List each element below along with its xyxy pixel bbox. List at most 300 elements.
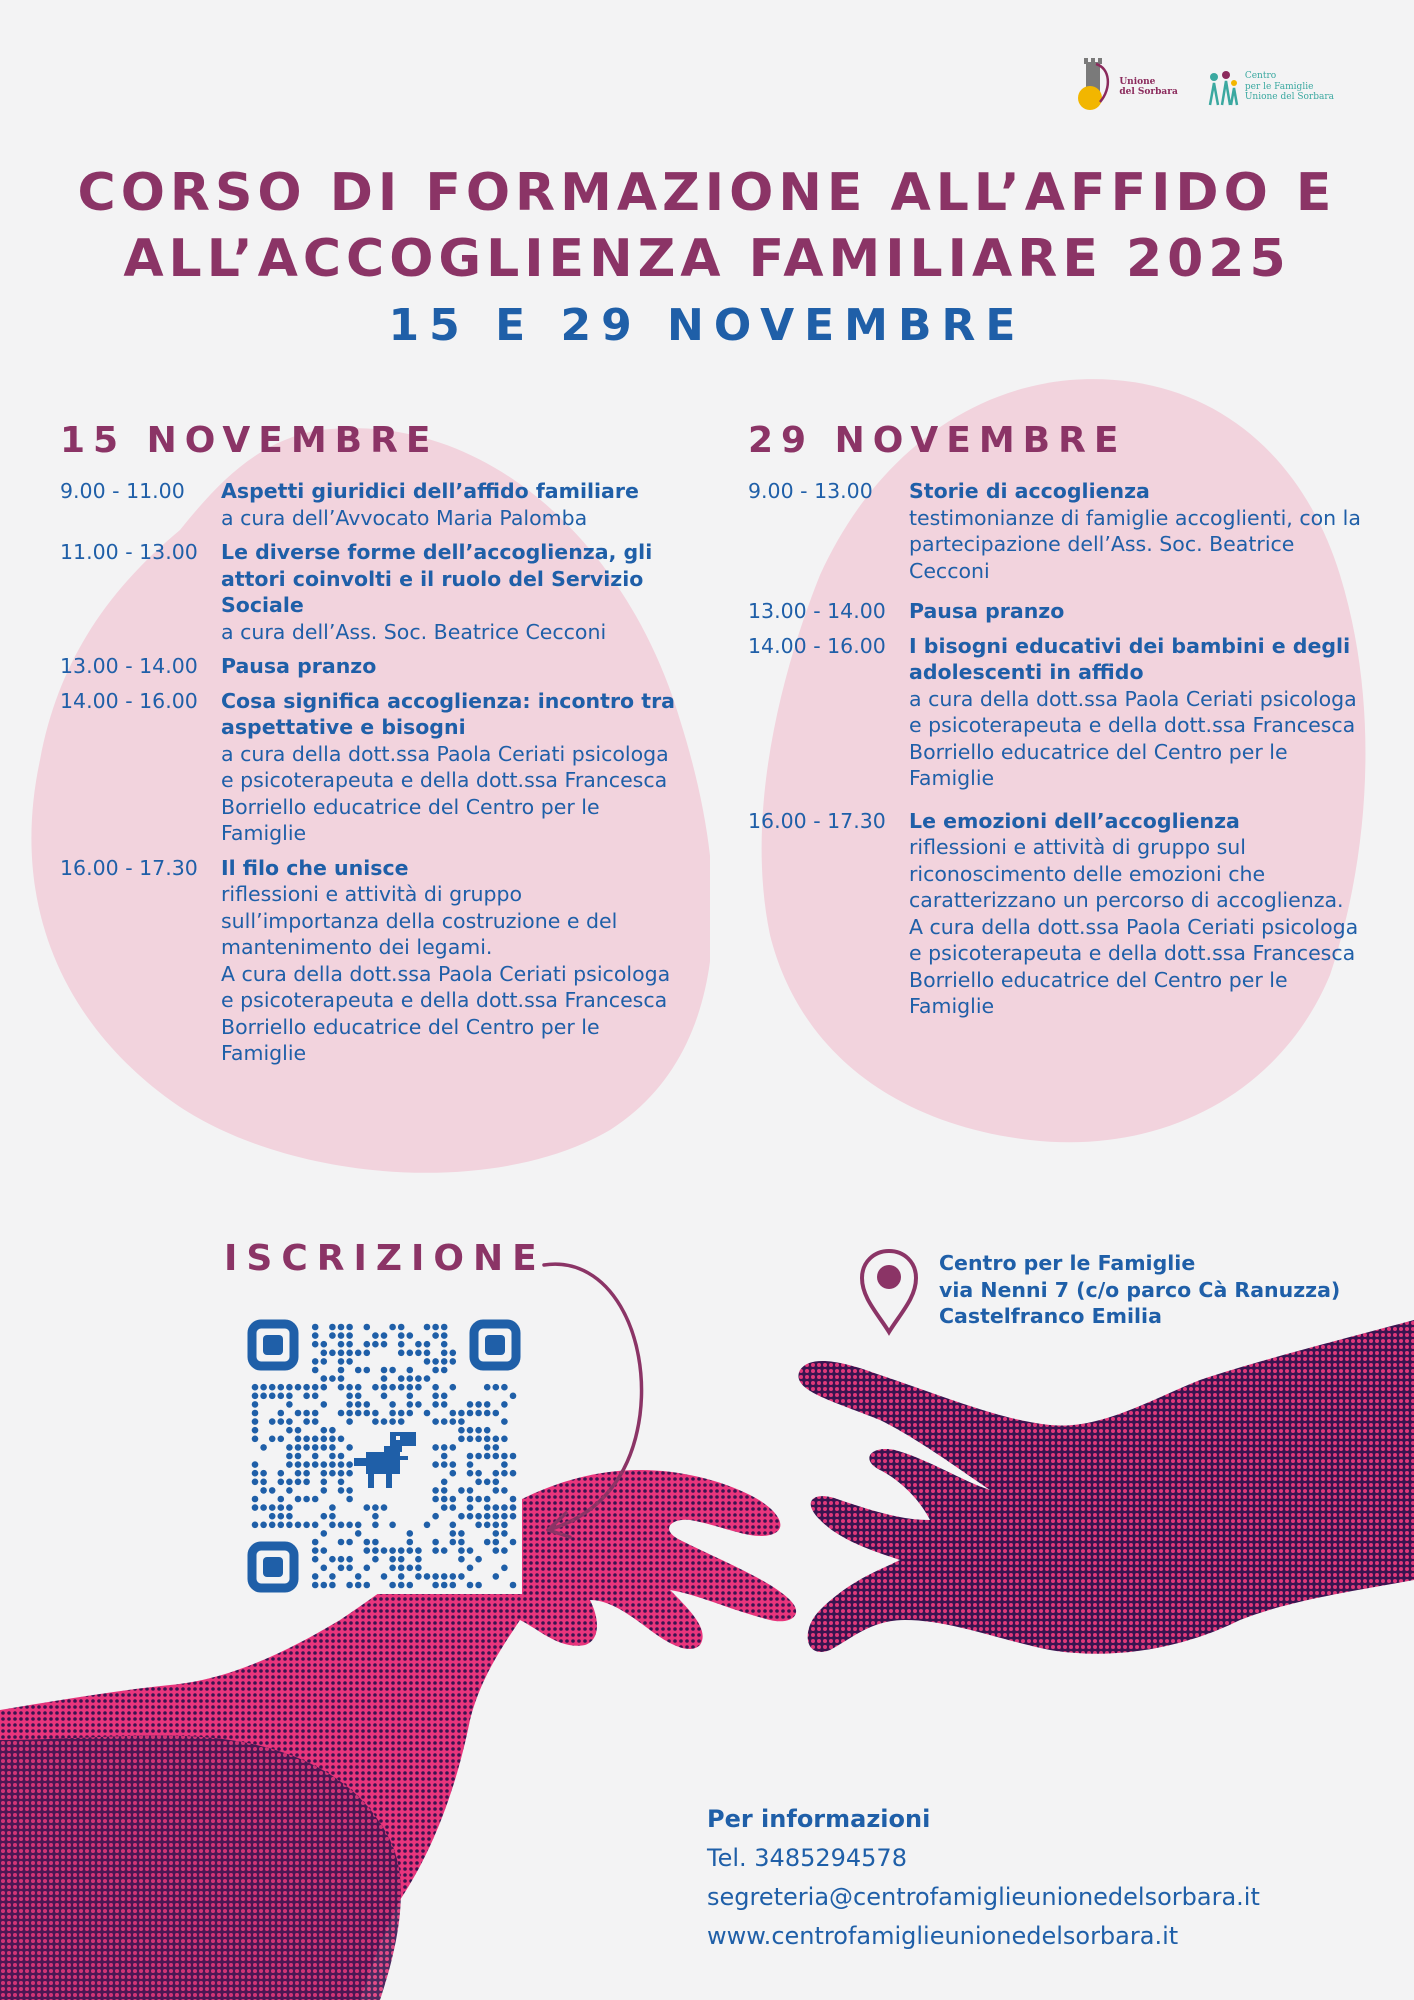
qr-module	[338, 1358, 345, 1365]
qr-module	[458, 1530, 465, 1537]
qr-module	[407, 1384, 414, 1391]
qr-module	[286, 1444, 293, 1451]
qr-module	[510, 1496, 517, 1503]
qr-module	[355, 1367, 362, 1374]
qr-module	[458, 1410, 465, 1417]
qr-module	[321, 1350, 328, 1357]
qr-module	[312, 1547, 319, 1554]
qr-module	[441, 1479, 448, 1486]
qr-module	[450, 1358, 457, 1365]
qr-module	[501, 1470, 508, 1477]
qr-module	[355, 1350, 362, 1357]
qr-module	[441, 1487, 448, 1494]
qr-module	[467, 1513, 474, 1520]
qr-module	[493, 1436, 500, 1443]
qr-module	[346, 1444, 353, 1451]
qr-module	[432, 1367, 439, 1374]
contact-website[interactable]: www.centrofamiglieunionedelsorbara.it	[707, 1922, 1179, 1950]
qr-module	[260, 1384, 267, 1391]
qr-module	[312, 1367, 319, 1374]
contact-email[interactable]: segreteria@centrofamiglieunionedelsorbara.it	[707, 1883, 1260, 1911]
qr-module	[450, 1461, 457, 1468]
qr-module	[432, 1324, 439, 1331]
qr-module	[338, 1487, 345, 1494]
qr-module	[381, 1332, 388, 1339]
qr-module	[312, 1496, 319, 1503]
day1-schedule	[60, 478, 680, 1075]
schedule-row	[60, 688, 680, 847]
qr-module	[424, 1410, 431, 1417]
qr-module	[458, 1547, 465, 1554]
session-title: Cosa significa accoglienza: incontro tra aspettative e bisogni	[221, 688, 676, 739]
qr-module	[312, 1324, 319, 1331]
qr-module	[441, 1332, 448, 1339]
logo-sorbara-line1: Unione	[1119, 76, 1156, 87]
qr-module	[475, 1436, 482, 1443]
qr-module	[398, 1324, 405, 1331]
qr-module	[389, 1410, 396, 1417]
qr-module	[321, 1401, 328, 1408]
qr-module	[398, 1565, 405, 1572]
qr-module	[260, 1522, 267, 1529]
qr-module	[312, 1522, 319, 1529]
qr-module	[493, 1513, 500, 1520]
qr-module	[484, 1410, 491, 1417]
qr-module	[467, 1547, 474, 1554]
qr-module	[484, 1513, 491, 1520]
qr-module	[484, 1401, 491, 1408]
qr-module	[432, 1582, 439, 1589]
qr-module	[510, 1539, 517, 1546]
qr-module	[424, 1375, 431, 1382]
qr-module	[450, 1522, 457, 1529]
schedule-row	[748, 478, 1368, 584]
qr-module	[467, 1504, 474, 1511]
logo-famiglie-line2: per le Famiglie	[1244, 81, 1314, 92]
session-time: 9.00 - 13.00	[748, 479, 873, 503]
qr-module	[493, 1539, 500, 1546]
qr-module	[329, 1332, 336, 1339]
qr-code-icon[interactable]	[246, 1318, 522, 1594]
qr-module	[381, 1367, 388, 1374]
qr-module	[450, 1530, 457, 1537]
session-details: a cura della dott.ssa Paola Ceriati psicologa e psicoterapeuta e della dott.ssa Francesca Borriello educatrice del Centro per le Famiglie	[909, 686, 1357, 790]
qr-module	[475, 1479, 482, 1486]
qr-module	[278, 1496, 285, 1503]
page-title-line1: CORSO DI FORMAZIONE ALL’AFFIDO E	[77, 163, 1337, 223]
qr-module	[467, 1470, 474, 1477]
qr-module	[295, 1522, 302, 1529]
qr-module	[381, 1393, 388, 1400]
qr-module	[441, 1461, 448, 1468]
qr-module	[338, 1565, 345, 1572]
session-details: riflessioni e attività di gruppo sul riconoscimento delle emozioni che caratterizzano un percorso di accoglienza. A cura della dott.ssa Paola Ceriati psicologa e psicoterapeuta e della dott.ssa Francesca Borriello educatrice del Centro per le Famiglie	[909, 835, 1359, 1018]
qr-module	[364, 1582, 371, 1589]
qr-module	[432, 1487, 439, 1494]
qr-module	[269, 1418, 276, 1425]
qr-module	[260, 1487, 267, 1494]
qr-module	[278, 1479, 285, 1486]
qr-module	[338, 1375, 345, 1382]
qr-module	[415, 1401, 422, 1408]
qr-module	[260, 1444, 267, 1451]
qr-module	[346, 1401, 353, 1408]
qr-module	[501, 1453, 508, 1460]
qr-module	[415, 1350, 422, 1357]
qr-module	[432, 1393, 439, 1400]
schedule-row	[60, 653, 680, 680]
qr-module	[252, 1384, 259, 1391]
qr-module	[372, 1539, 379, 1546]
qr-module	[510, 1470, 517, 1477]
session-details: a cura dell’Avvocato Maria Palomba	[221, 505, 588, 530]
qr-module	[475, 1410, 482, 1417]
qr-module	[424, 1324, 431, 1331]
qr-module	[432, 1573, 439, 1580]
qr-module	[467, 1427, 474, 1434]
qr-module	[484, 1539, 491, 1546]
qr-module	[329, 1556, 336, 1563]
qr-module	[475, 1556, 482, 1563]
qr-module	[338, 1350, 345, 1357]
qr-module	[278, 1504, 285, 1511]
qr-module	[364, 1539, 371, 1546]
address-line3: Castelfranco Emilia	[939, 1304, 1162, 1328]
qr-module	[432, 1496, 439, 1503]
qr-module	[338, 1470, 345, 1477]
session-title: I bisogni educativi dei bambini e degli adolescenti in affido	[909, 633, 1351, 684]
session-details: testimonianze di famiglie accoglienti, con la partecipazione dell’Ass. Soc. Beatrice Cecconi	[909, 505, 1361, 583]
qr-module	[501, 1401, 508, 1408]
qr-module	[372, 1547, 379, 1554]
qr-module	[501, 1487, 508, 1494]
qr-module	[484, 1427, 491, 1434]
qr-module	[364, 1350, 371, 1357]
session-time: 9.00 - 11.00	[60, 479, 185, 503]
qr-module	[278, 1418, 285, 1425]
schedule-row	[748, 633, 1368, 792]
qr-module	[338, 1479, 345, 1486]
qr-module	[252, 1470, 259, 1477]
qr-module	[441, 1547, 448, 1554]
qr-module	[303, 1393, 310, 1400]
qr-module	[346, 1341, 353, 1348]
family-icon	[1206, 67, 1240, 107]
day2-heading: 29 NOVEMBRE	[748, 420, 1127, 461]
qr-module	[407, 1547, 414, 1554]
session-details: a cura della dott.ssa Paola Ceriati psicologa e psicoterapeuta e della dott.ssa Francesca Borriello educatrice del Centro per le Famiglie	[221, 741, 669, 845]
qr-module	[252, 1522, 259, 1529]
qr-module	[467, 1487, 474, 1494]
qr-module	[278, 1513, 285, 1520]
session-time: 13.00 - 14.00	[60, 654, 198, 678]
qr-module	[407, 1530, 414, 1537]
qr-module	[493, 1530, 500, 1537]
qr-module	[295, 1479, 302, 1486]
qr-module	[252, 1504, 259, 1511]
qr-module	[278, 1393, 285, 1400]
event-dates: 15 E 29 NOVEMBRE	[388, 300, 1026, 351]
qr-module	[355, 1410, 362, 1417]
qr-module	[389, 1401, 396, 1408]
qr-module	[321, 1479, 328, 1486]
qr-module	[338, 1332, 345, 1339]
qr-module	[415, 1565, 422, 1572]
qr-module	[450, 1573, 457, 1580]
qr-module	[329, 1453, 336, 1460]
qr-module	[441, 1350, 448, 1357]
unione-sorbara-logo	[1076, 58, 1178, 116]
centro-famiglie-logo	[1206, 67, 1334, 107]
qr-module	[269, 1384, 276, 1391]
qr-module	[407, 1565, 414, 1572]
qr-module	[312, 1384, 319, 1391]
qr-module	[441, 1324, 448, 1331]
qr-module	[441, 1358, 448, 1365]
session-time: 16.00 - 17.30	[748, 808, 886, 833]
qr-module	[510, 1393, 517, 1400]
session-title: Il filo che unisce	[221, 855, 409, 880]
qr-module	[372, 1410, 379, 1417]
qr-module	[484, 1479, 491, 1486]
qr-module	[415, 1384, 422, 1391]
qr-module	[424, 1522, 431, 1529]
qr-module	[432, 1358, 439, 1365]
qr-module	[329, 1504, 336, 1511]
qr-module	[312, 1410, 319, 1417]
qr-module	[441, 1496, 448, 1503]
qr-module	[493, 1487, 500, 1494]
qr-module	[458, 1539, 465, 1546]
qr-module	[312, 1393, 319, 1400]
qr-module	[432, 1444, 439, 1451]
qr-module	[407, 1410, 414, 1417]
qr-module	[398, 1341, 405, 1348]
event-address	[939, 1250, 1340, 1330]
qr-module	[346, 1418, 353, 1425]
qr-module	[312, 1539, 319, 1546]
qr-module	[441, 1453, 448, 1460]
qr-module	[432, 1384, 439, 1391]
qr-module	[467, 1410, 474, 1417]
contact-heading: Per informazioni	[707, 1805, 931, 1833]
qr-module	[407, 1367, 414, 1374]
qr-module	[303, 1384, 310, 1391]
qr-module	[295, 1444, 302, 1451]
qr-module	[432, 1418, 439, 1425]
qr-module	[321, 1530, 328, 1537]
qr-module	[303, 1410, 310, 1417]
qr-module	[381, 1504, 388, 1511]
qr-module	[450, 1504, 457, 1511]
qr-module	[398, 1556, 405, 1563]
qr-module	[501, 1513, 508, 1520]
session-title: Storie di accoglienza	[909, 479, 1150, 503]
qr-module	[450, 1470, 457, 1477]
qr-module	[389, 1384, 396, 1391]
qr-module	[321, 1384, 328, 1391]
qr-module	[252, 1418, 259, 1425]
qr-module	[286, 1401, 293, 1408]
qr-module	[269, 1436, 276, 1443]
qr-module	[338, 1367, 345, 1374]
qr-module	[338, 1410, 345, 1417]
qr-module	[338, 1539, 345, 1546]
qr-module	[252, 1393, 259, 1400]
qr-module	[346, 1470, 353, 1477]
qr-module	[458, 1513, 465, 1520]
contact-phone[interactable]: Tel. 3485294578	[707, 1844, 907, 1872]
qr-module	[329, 1375, 336, 1382]
qr-module	[475, 1453, 482, 1460]
tower-icon	[1076, 58, 1114, 116]
qr-module	[432, 1332, 439, 1339]
qr-module	[278, 1522, 285, 1529]
qr-module	[389, 1367, 396, 1374]
qr-module	[355, 1401, 362, 1408]
qr-module	[398, 1573, 405, 1580]
qr-module	[398, 1384, 405, 1391]
qr-module	[312, 1453, 319, 1460]
schedule-row	[60, 478, 680, 531]
qr-module	[441, 1418, 448, 1425]
qr-module	[321, 1582, 328, 1589]
qr-module	[510, 1504, 517, 1511]
qr-module	[346, 1332, 353, 1339]
session-time: 16.00 - 17.30	[60, 855, 198, 880]
qr-module	[355, 1522, 362, 1529]
qr-module	[364, 1504, 371, 1511]
qr-module	[295, 1384, 302, 1391]
qr-module	[312, 1418, 319, 1425]
qr-module	[398, 1547, 405, 1554]
address-line2: via Nenni 7 (c/o parco Cà Ranuzza)	[939, 1277, 1341, 1302]
qr-module	[389, 1582, 396, 1589]
qr-module	[372, 1384, 379, 1391]
qr-module	[381, 1547, 388, 1554]
qr-module	[329, 1350, 336, 1357]
qr-module	[312, 1341, 319, 1348]
qr-module	[252, 1436, 259, 1443]
qr-module	[303, 1418, 310, 1425]
qr-module	[467, 1461, 474, 1468]
qr-module	[467, 1496, 474, 1503]
qr-module	[329, 1522, 336, 1529]
qr-module	[441, 1393, 448, 1400]
qr-module	[260, 1470, 267, 1477]
qr-module	[458, 1418, 465, 1425]
qr-module	[475, 1496, 482, 1503]
qr-module	[381, 1418, 388, 1425]
qr-module	[432, 1513, 439, 1520]
qr-module	[424, 1341, 431, 1348]
qr-module	[475, 1470, 482, 1477]
qr-module	[484, 1444, 491, 1451]
qr-module	[355, 1393, 362, 1400]
qr-module	[321, 1358, 328, 1365]
qr-module	[364, 1324, 371, 1331]
qr-module	[329, 1582, 336, 1589]
logo-sorbara-line2: del Sorbara	[1119, 87, 1178, 97]
registration-label: ISCRIZIONE	[224, 1238, 546, 1279]
qr-module	[415, 1547, 422, 1554]
qr-module	[493, 1444, 500, 1451]
qr-module	[389, 1418, 396, 1425]
qr-module	[389, 1324, 396, 1331]
qr-module	[501, 1504, 508, 1511]
qr-module	[269, 1504, 276, 1511]
qr-module	[295, 1496, 302, 1503]
partner-logos	[1076, 58, 1334, 116]
qr-module	[338, 1461, 345, 1468]
qr-module	[475, 1427, 482, 1434]
qr-module	[398, 1350, 405, 1357]
qr-module	[501, 1547, 508, 1554]
qr-module	[269, 1513, 276, 1520]
qr-module	[493, 1504, 500, 1511]
qr-module	[278, 1470, 285, 1477]
qr-module	[450, 1444, 457, 1451]
curved-arrow-icon	[540, 1245, 650, 1545]
qr-module	[286, 1522, 293, 1529]
qr-module	[355, 1530, 362, 1537]
session-time: 14.00 - 16.00	[748, 633, 886, 658]
qr-module	[329, 1573, 336, 1580]
qr-module	[372, 1418, 379, 1425]
qr-module	[260, 1504, 267, 1511]
session-details: riflessioni e attività di gruppo sull’importanza della costruzione e del mantenimento dei legami. A cura della dott.ssa Paola Ceriati psicologa e psicoterapeuta e della dott.ssa Francesca Borriello educatrice del Centro per le Famiglie	[221, 882, 671, 1065]
qr-module	[346, 1461, 353, 1468]
qr-module	[458, 1556, 465, 1563]
qr-module	[346, 1496, 353, 1503]
qr-module	[321, 1513, 328, 1520]
qr-module	[252, 1410, 259, 1417]
qr-module	[278, 1410, 285, 1417]
logo-famiglie-line1: Centro	[1244, 71, 1277, 82]
qr-module	[493, 1547, 500, 1554]
qr-module	[450, 1582, 457, 1589]
qr-module	[321, 1427, 328, 1434]
qr-module	[303, 1470, 310, 1477]
qr-module	[329, 1513, 336, 1520]
qr-module	[415, 1556, 422, 1563]
qr-module	[450, 1410, 457, 1417]
qr-module	[467, 1436, 474, 1443]
qr-module	[346, 1410, 353, 1417]
qr-module	[338, 1522, 345, 1529]
qr-module	[372, 1556, 379, 1563]
qr-module	[458, 1427, 465, 1434]
qr-module	[321, 1470, 328, 1477]
qr-module	[312, 1582, 319, 1589]
qr-module	[450, 1350, 457, 1357]
qr-module	[286, 1504, 293, 1511]
qr-module	[252, 1461, 259, 1468]
qr-module	[252, 1401, 259, 1408]
qr-module	[364, 1410, 371, 1417]
qr-module	[312, 1461, 319, 1468]
qr-module	[346, 1324, 353, 1331]
qr-module	[286, 1479, 293, 1486]
qr-module	[260, 1479, 267, 1486]
qr-module	[510, 1513, 517, 1520]
qr-module	[407, 1332, 414, 1339]
qr-module	[407, 1582, 414, 1589]
qr-module	[432, 1547, 439, 1554]
qr-module	[398, 1582, 405, 1589]
qr-module	[441, 1401, 448, 1408]
logo-famiglie-line3: Unione del Sorbara	[1244, 92, 1334, 103]
